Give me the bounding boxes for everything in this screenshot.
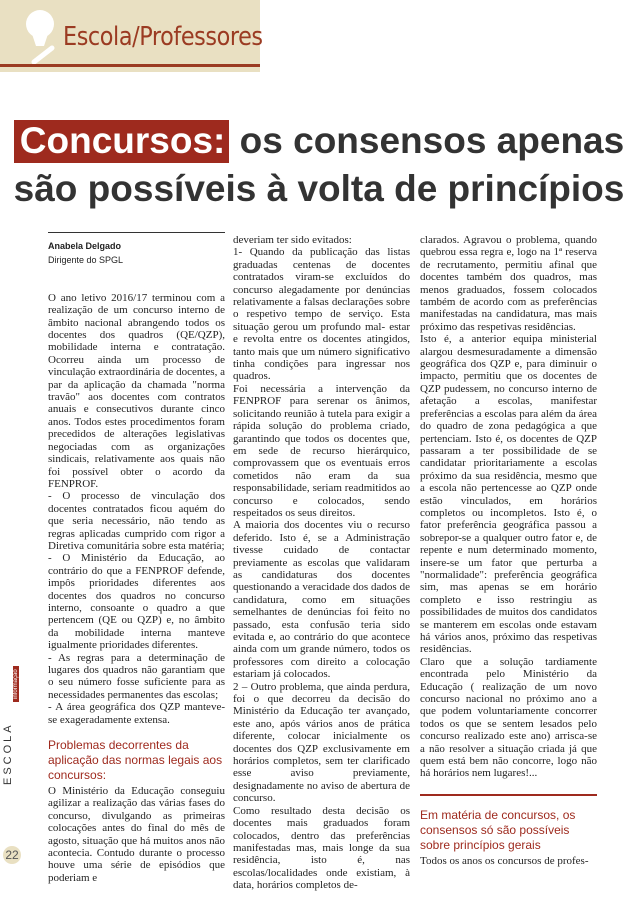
subheading-rule — [420, 794, 597, 796]
paragraph: A maioria dos docentes viu o recurso deferido. Isto é, se a Administração tivesse cuidado de contactar previamente as escolas que validaram as candidaturas dos docentes questionando a veracidade dos dados de candidatura, como em situações semelhantes de denúncias foi feito no passado, esta confusão teria sido evitada e, ao contrário do que acontece ainda com um grande número, todos os professores com direito a colocação estariam já colocados. — [233, 519, 410, 681]
paragraph: O ano letivo 2016/17 terminou com a realização de um concurso interno de âmbito nacional abrangendo todos os docentes dos quadros (QE/QZP), mobilidade interna e contratação. Ocorreu ainda um processo de vinculação extraordinária de docentes, a par da aplicação da chamada "norma travão" aos docentes com contratos anuais e consecutivos durante cinco anos. Todos estes procedimentos foram precedidos de alterações legislativas negociadas com as organizações sindicais, relativamente aos quais não foi possível obter o acordo da FENPROF. — [48, 291, 225, 490]
subheading: Problemas decorrentes da aplicação das normas legais aos concursos: — [48, 738, 223, 783]
paragraph: - A área geográfica dos QZP manteve-se exageradamente extensa. — [48, 701, 225, 726]
author-role: Dirigente do SPGL — [48, 255, 124, 266]
subheading: Em matéria de concursos, os consensos só são possíveis sobre princípios gerais — [420, 807, 576, 852]
paragraph: Como resultado desta decisão os docentes mais graduados foram colocados, dentro das preferências manifestadas mas, mais longe da sua residência, isto é, nas escolas/localidades onde existiam, à data, horários completos de- — [233, 804, 410, 892]
paragraph: deveriam ter sido evitados: — [233, 234, 352, 246]
paragraph: Isto é, a anterior equipa ministerial alargou desmesuradamente a dimensão geográfica dos QZP e, para diminuir o impacto, permitiu que os docentes de QZP pudessem, no concurso interno de afetação a escolas, manifestar preferências a escolas para além da área do quadro de zona pedagógica a que pertenciam. Isto é, os docentes de QZP passaram a ter possibilidade de se candidatar prioritariamente a escolas próximo da sua residência, mesmo que a escola não pertencesse ao QZP onde estão vinculados, em horários completos ou incompletos. Isto é, o fator preferência geográfica passou a sobrepor-se a qualquer outro fator e, de repente e num determinado momento, insere-se um fator que perturba a "normalidade": preferência geográfica sim, mas apenas se em horário completo e isso restringiu as possibilidades de muitos dos candidatos se manterem em escolas onde estavam há vários anos, próximo das respetivas residências. — [420, 333, 597, 656]
paragraph: clarados. Agravou o problema, quando quebrou essa regra e, logo na 1ª reserva de recrutamento, permitiu afinal que docentes também dos quadros, mas menos graduados, fossem colocados também de acordo com as preferências manifestadas na candidatura, mas mais próximo das respetivas residências. — [420, 234, 597, 333]
headline-line-1 — [0, 120, 638, 162]
publication-name: ESCOLA — [2, 722, 14, 785]
paragraph: 1- Quando da publicação das listas graduadas centenas de docentes contratados viram-se excluídos do concurso alegadamente por denúncias relativamente a falsas declarações sobre o respetivo tempo de serviço. Esta situação gerou um profundo mal- estar e revolta entre os docentes atingidos, tanto mais que um número significativo tinha condições para ingressar nos quadros. — [233, 246, 410, 383]
section-banner-rule — [0, 64, 260, 67]
paragraph: O Ministério da Educação conseguiu agilizar a realização das várias fases do concurso, divulgando as primeiras colocações antes do final do mês de agosto, situação que há muitos anos não acontecia. Contudo durante o processo houve uma série de episódios que poderiam e — [48, 785, 225, 884]
paragraph: - O Ministério da Educação, ao contrário do que a FENPROF defende, impôs prioridades diferentes aos docentes dos quadros no concurso interno, consoante o quadro a que pertencem (QE ou QZP) e, no âmbito da mobilidade interna manteve igualmente prioridades diferentes. — [48, 552, 225, 652]
headline-highlight: Concursos: — [14, 120, 230, 163]
paragraph: Claro que a solução tardiamente encontrada pelo Ministério da Educação ( realização de um novo concurso nacional no próximo ano a que podem voluntariamente concorrer todos os que se sentem lesados pelo concurso realizado este ano) arrisca-se a não resolver a situação criada já que quem está bem não concorre, logo não há horários nem lugares!... — [420, 655, 597, 780]
article-column-2 — [233, 234, 410, 892]
article-column-3 — [420, 234, 597, 867]
article-column-1 — [48, 240, 225, 884]
headline-line-1-rest: os consensos apenas — [229, 120, 625, 161]
paragraph: 2 – Outro problema, que ainda perdura, foi o que decorreu da decisão do Ministério da Educação ter avançado, este ano, após vários anos de prática diferente, colocar inicialmente os docentes dos QZP exclusivamente em horários completos, sem ter clarificado esse aviso previamente, designadamente no aviso de abertura de concurso. — [233, 680, 410, 805]
page-number: 22 — [3, 846, 21, 864]
author-name: Anabela Delgado — [48, 241, 122, 251]
headline-line-2: são possíveis à volta de princípios — [13, 168, 625, 209]
author-rule — [48, 232, 225, 233]
paragraph: - As regras para a determinação de lugares dos quadros não garantiam que o seu número fosse suficiente para as necessidades permanentes das escolas; — [48, 651, 225, 701]
paragraph: Todos os anos os concursos de profes- — [420, 854, 589, 867]
lightbulb-icon — [22, 4, 62, 64]
section-title: Escola/Professores — [63, 22, 263, 52]
paragraph: - O processo de vinculação dos docentes contratados ficou aquém do que seria necessário, não tendo as regras aplicadas cumprido com rigor a Diretiva comunitária sobre esta matéria; — [48, 490, 225, 552]
paragraph: Foi necessária a intervenção da FENPROF para serenar os ânimos, solicitando reunião à tutela para exigir a rápida solução do problema criado, garantindo que todos os docentes que, em sede de recurso hierárquico, comprovassem que os eventuais erros cometidos não eram da sua responsabilidade, seriam readmitidos ao concurso e colocados, sendo respeitados os seus direitos. — [233, 382, 410, 519]
publication-subtitle: informação — [13, 666, 19, 702]
